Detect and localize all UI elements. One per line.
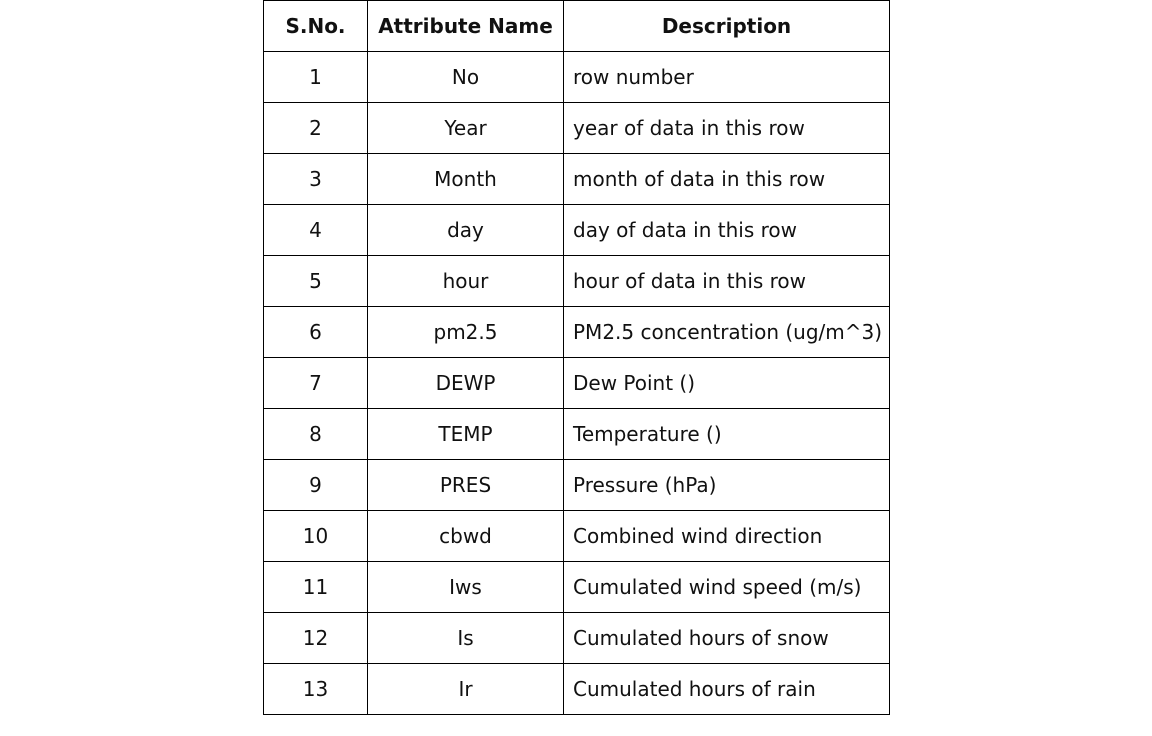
table-row [264,562,890,613]
cell-attribute-name: No [368,52,564,103]
table-row [264,511,890,562]
cell-description: Cumulated hours of snow [564,613,890,664]
cell-sno: 9 [264,460,368,511]
cell-attribute-name: TEMP [368,409,564,460]
cell-sno: 8 [264,409,368,460]
header-description: Description [564,1,890,52]
cell-attribute-name: day [368,205,564,256]
cell-attribute-name: hour [368,256,564,307]
cell-attribute-name: Month [368,154,564,205]
table-row [264,460,890,511]
cell-attribute-name: DEWP [368,358,564,409]
header-sno: S.No. [264,1,368,52]
header-attribute-name: Attribute Name [368,1,564,52]
cell-description: Pressure (hPa) [564,460,890,511]
cell-attribute-name: pm2.5 [368,307,564,358]
cell-sno: 10 [264,511,368,562]
cell-sno: 1 [264,52,368,103]
table-row [264,52,890,103]
cell-description: Temperature () [564,409,890,460]
table-row [264,205,890,256]
table-row [264,307,890,358]
table-row [264,154,890,205]
cell-description: month of data in this row [564,154,890,205]
cell-sno: 4 [264,205,368,256]
cell-description: Cumulated hours of rain [564,664,890,715]
cell-description: Dew Point () [564,358,890,409]
table-body [264,52,890,715]
cell-sno: 11 [264,562,368,613]
table-row [264,664,890,715]
cell-description: row number [564,52,890,103]
cell-description: year of data in this row [564,103,890,154]
cell-sno: 3 [264,154,368,205]
table-row [264,409,890,460]
cell-description: PM2.5 concentration (ug/m^3) [564,307,890,358]
cell-attribute-name: cbwd [368,511,564,562]
cell-description: day of data in this row [564,205,890,256]
table-row [264,103,890,154]
cell-sno: 2 [264,103,368,154]
cell-attribute-name: Iws [368,562,564,613]
attribute-table [263,0,890,715]
table-row [264,256,890,307]
cell-sno: 13 [264,664,368,715]
cell-sno: 7 [264,358,368,409]
cell-attribute-name: Is [368,613,564,664]
cell-sno: 5 [264,256,368,307]
table-row [264,613,890,664]
cell-attribute-name: Year [368,103,564,154]
cell-description: Combined wind direction [564,511,890,562]
cell-description: hour of data in this row [564,256,890,307]
cell-sno: 12 [264,613,368,664]
cell-attribute-name: PRES [368,460,564,511]
cell-description: Cumulated wind speed (m/s) [564,562,890,613]
table-header-row [264,1,890,52]
table-row [264,358,890,409]
cell-sno: 6 [264,307,368,358]
cell-attribute-name: Ir [368,664,564,715]
